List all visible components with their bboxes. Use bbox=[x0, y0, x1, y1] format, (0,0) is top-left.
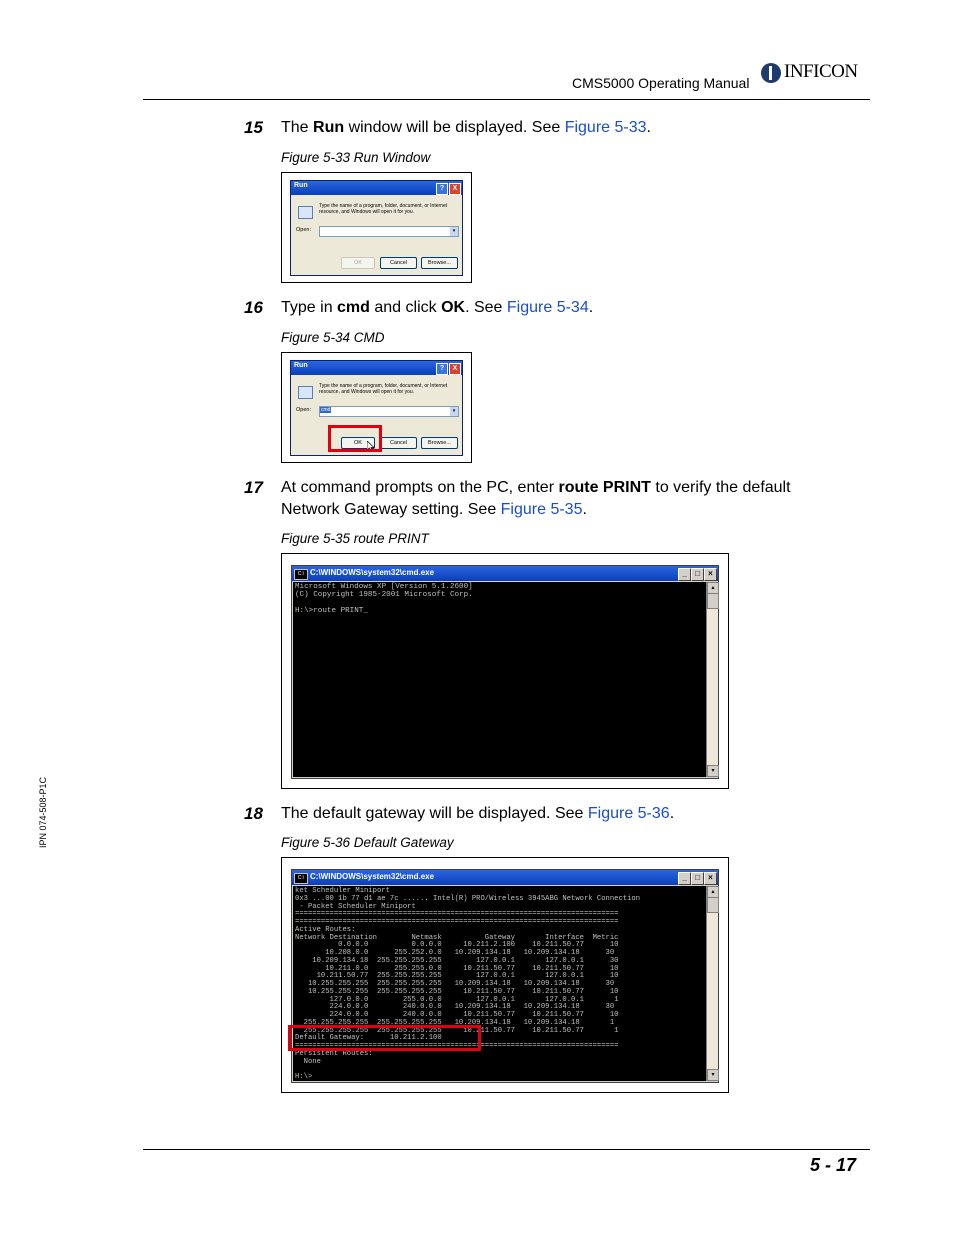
scroll-up-icon[interactable]: ▴ bbox=[707, 886, 719, 898]
step-number-17: 17 bbox=[244, 478, 263, 497]
figure-link[interactable]: Figure 5-36 bbox=[587, 805, 670, 822]
close-button[interactable]: X bbox=[449, 183, 461, 195]
run-message: Type the name of a program, folder, document, or Internet resource, and Windows will open it for you. bbox=[319, 383, 448, 395]
help-button[interactable]: ? bbox=[436, 363, 448, 375]
browse-button[interactable]: Browse... bbox=[421, 257, 458, 269]
run-program-icon bbox=[298, 206, 313, 219]
minimize-button[interactable]: _ bbox=[678, 872, 691, 885]
scroll-down-icon[interactable]: ▾ bbox=[707, 1069, 719, 1081]
maximize-button[interactable]: □ bbox=[691, 568, 704, 581]
ok-button[interactable]: OK bbox=[341, 437, 375, 449]
open-input[interactable] bbox=[319, 226, 459, 237]
open-input-value: cmd bbox=[321, 407, 331, 413]
figure-caption: Figure 5-34 CMD bbox=[281, 330, 385, 345]
chevron-down-icon[interactable]: ▾ bbox=[450, 227, 458, 236]
minimize-button[interactable]: _ bbox=[678, 568, 691, 581]
open-input[interactable] bbox=[319, 406, 459, 417]
console-title: C:\WINDOWS\system32\cmd.exe bbox=[310, 568, 435, 577]
ok-highlight-box bbox=[328, 425, 382, 452]
inficon-logo-icon bbox=[760, 62, 782, 84]
dialog-title: Run bbox=[294, 362, 308, 369]
inficon-logo bbox=[760, 60, 875, 86]
maximize-button[interactable]: □ bbox=[691, 872, 704, 885]
scroll-up-icon[interactable]: ▴ bbox=[707, 582, 719, 594]
run-program-icon bbox=[298, 386, 313, 399]
figure-link[interactable]: Figure 5-35 bbox=[500, 501, 583, 518]
close-button[interactable]: × bbox=[704, 872, 717, 885]
figure-caption: Figure 5-33 Run Window bbox=[281, 150, 431, 165]
chevron-down-icon[interactable]: ▾ bbox=[450, 407, 458, 416]
figure-cmd bbox=[281, 352, 472, 463]
cancel-button[interactable]: Cancel bbox=[380, 257, 417, 269]
help-button[interactable]: ? bbox=[436, 183, 448, 195]
dialog-titlebar bbox=[291, 361, 462, 375]
default-gateway-highlight-box bbox=[288, 1025, 481, 1051]
cancel-button[interactable]: Cancel bbox=[380, 437, 417, 449]
logo-text: INFICON bbox=[784, 61, 858, 82]
figure-caption: Figure 5-36 Default Gateway bbox=[281, 835, 454, 850]
scroll-thumb[interactable] bbox=[707, 593, 719, 609]
console-icon: C:\ bbox=[294, 873, 308, 884]
page-number: 5 - 17 bbox=[810, 1155, 857, 1175]
console-titlebar bbox=[292, 870, 718, 885]
step-text-18: The default gateway will be displayed. See Figure 5-36. bbox=[281, 805, 675, 822]
scroll-thumb[interactable] bbox=[707, 897, 719, 913]
manual-title: CMS5000 Operating Manual bbox=[572, 75, 750, 91]
ok-button[interactable]: OK bbox=[341, 257, 375, 269]
console-output: Microsoft Windows XP [Version 5.1.2600] (C) Copyright 1985-2001 Microsoft Corp. H:\>route PRINT_ bbox=[293, 582, 706, 777]
console-icon: C:\ bbox=[294, 569, 308, 580]
step-text-17: At command prompts on the PC, enter route PRINT to verify the default Network Gateway setting. See Figure 5-35. bbox=[281, 479, 791, 518]
browse-button[interactable]: Browse... bbox=[421, 437, 458, 449]
figure-caption: Figure 5-35 route PRINT bbox=[281, 531, 429, 546]
figure-run-window bbox=[281, 172, 472, 283]
step-number-18: 18 bbox=[244, 804, 263, 823]
footer-rule bbox=[143, 1149, 870, 1150]
document-code: IPN 074-508-P1C bbox=[38, 776, 48, 848]
figure-link[interactable]: Figure 5-34 bbox=[506, 299, 589, 316]
dialog-title: Run bbox=[294, 182, 308, 189]
console-title: C:\WINDOWS\system32\cmd.exe bbox=[310, 872, 435, 881]
close-button[interactable]: X bbox=[449, 363, 461, 375]
figure-link[interactable]: Figure 5-33 bbox=[564, 119, 647, 136]
figure-route-print bbox=[281, 553, 729, 789]
console-titlebar bbox=[292, 566, 718, 581]
header-rule bbox=[143, 99, 870, 100]
close-button[interactable]: × bbox=[704, 568, 717, 581]
console-output: ket Scheduler Miniport 0x3 ...00 1b 77 d1 ae 7c ...... Intel(R) PRO/Wireless 3945ABG Network Connection - Packet Scheduler Miniport =========================================================================== =========================================================================== Active Routes: Network Destination Netmask Gateway Interface Metric 0.0.0.0 0.0.0.0 10.211.2.100 10.211.50.77 10 10.208.0.0 255.252.0.0 10.209.134.18 10.209.134.18 30 10.209.134.18 255.255.255.255 127.0.0.1 127.0.0.1 30 10.211.0.0 255.255.0.0 10.211.50.77 10.211.50.77 10 10.211.50.77 255.255.255.255 127.0.0.1 127.0.0.1 10 10.255.255.255 255.255.255.255 10.209.134.18 10.209.134.18 30 10.255.255.255 255.255.255.255 10.211.50.77 10.211.50.77 10 127.0.0.0 255.0.0.0 127.0.0.1 127.0.0.1 1 224.0.0.0 240.0.0.0 10.209.134.18 10.209.134.18 30 224.0.0.0 240.0.0.0 10.211.50.77 10.211.50.77 10 255.255.255.255 255.255.255.255 10.209.134.18 10.209.134.18 1 255.255.255.255 255.255.255.255 10.211.50.77 10.211.50.77 1 Default Gateway: 10.211.2.100 =========================================================================== Persistent Routes: None H:\> bbox=[293, 886, 706, 1081]
step-number-16: 16 bbox=[244, 298, 263, 317]
figure-default-gateway bbox=[281, 857, 729, 1093]
scroll-down-icon[interactable]: ▾ bbox=[707, 765, 719, 777]
open-label: Open: bbox=[296, 227, 311, 233]
scrollbar[interactable] bbox=[706, 582, 718, 777]
console-window bbox=[291, 565, 719, 779]
step-number-15: 15 bbox=[244, 118, 263, 137]
step-text-16: Type in cmd and click OK. See Figure 5-34. bbox=[281, 299, 594, 316]
open-label: Open: bbox=[296, 407, 311, 413]
run-dialog bbox=[290, 180, 463, 276]
dialog-titlebar bbox=[291, 181, 462, 195]
run-message: Type the name of a program, folder, document, or Internet resource, and Windows will open it for you. bbox=[319, 203, 448, 215]
step-text-15: The Run window will be displayed. See Figure 5-33. bbox=[281, 119, 651, 136]
scrollbar[interactable] bbox=[706, 886, 718, 1081]
